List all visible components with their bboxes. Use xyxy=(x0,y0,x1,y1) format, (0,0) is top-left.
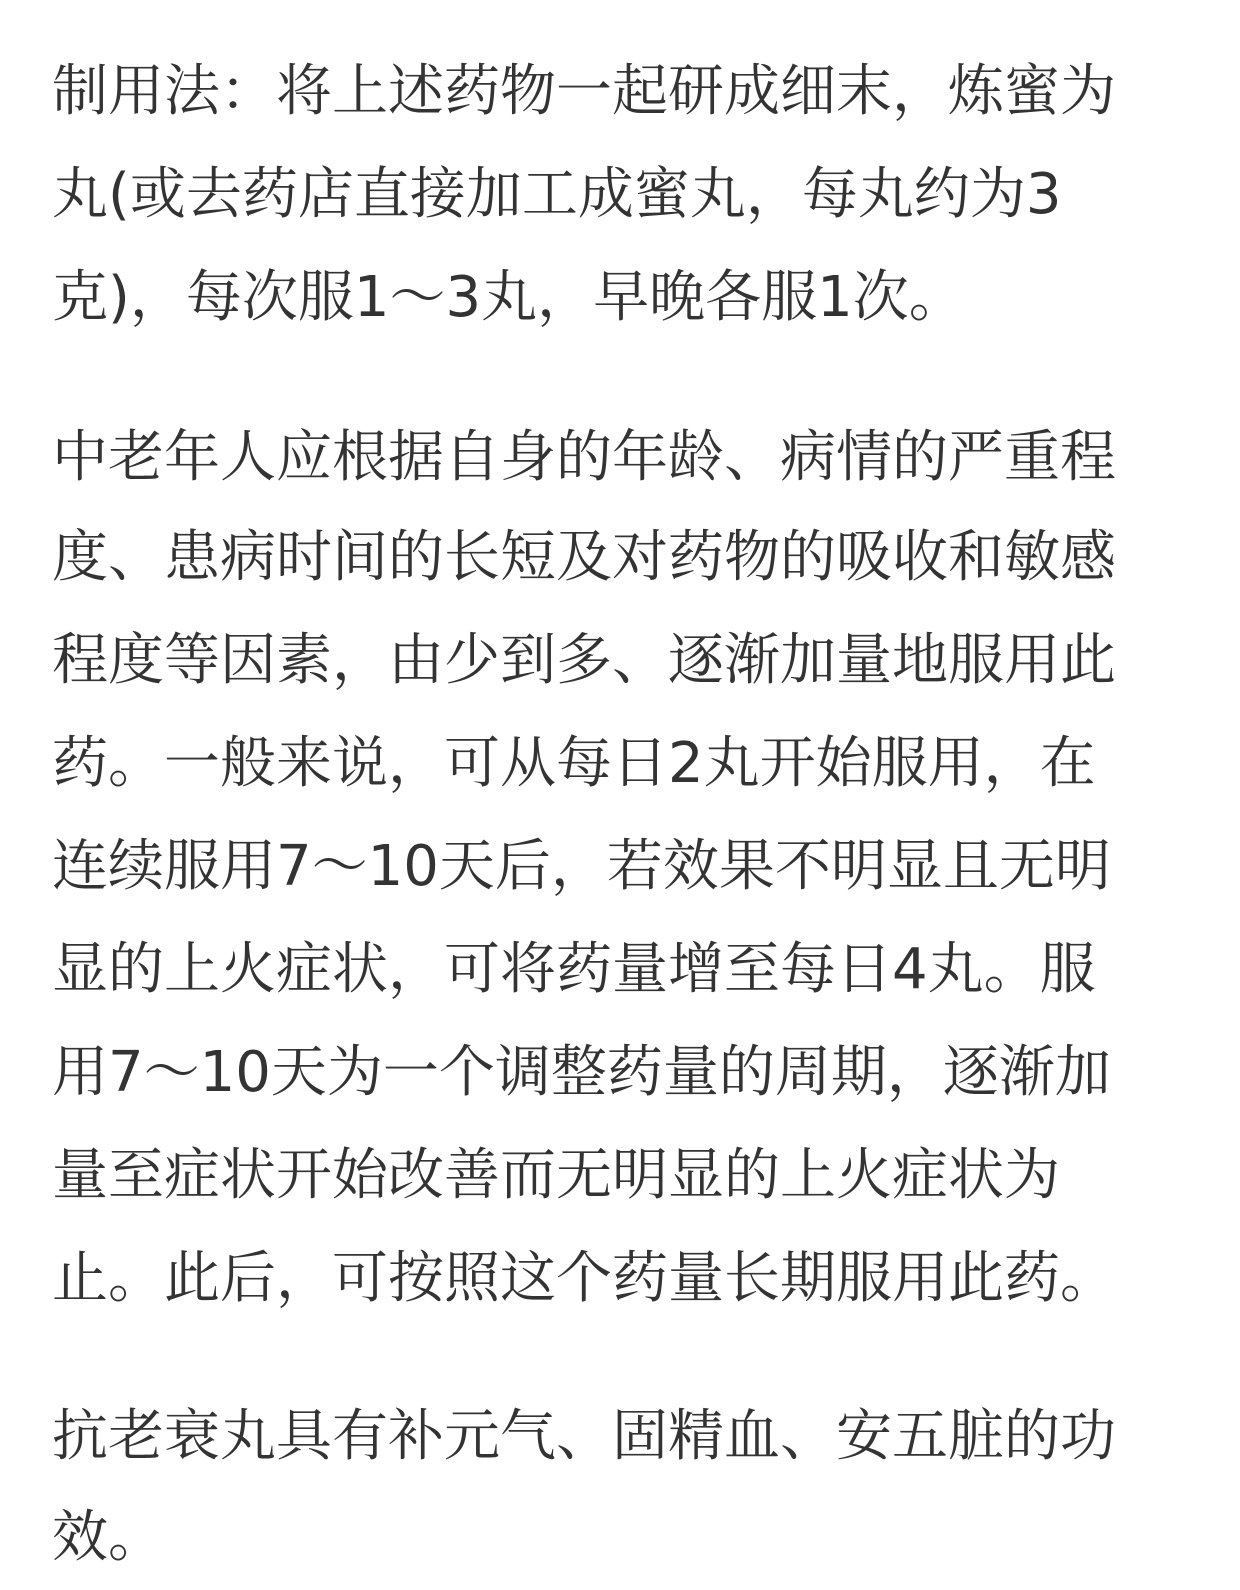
text-line: 量至症状开始改善而无明显的上火症状为 xyxy=(52,1143,1060,1208)
text-line: 连续服用7～10天后，若效果不明显且无明 xyxy=(52,834,1111,899)
text-line: 丸(或去药店直接加工成蜜丸，每丸约为3 xyxy=(52,162,1062,227)
text-line: 止。此后，可按照这个药量长期服用此药。 xyxy=(52,1246,1116,1311)
text-line: 克)，每次服1～3丸，早晚各服1次。 xyxy=(52,265,965,330)
text-line: 程度等因素，由少到多、逐渐加量地服用此 xyxy=(52,628,1116,693)
text-line: 度、患病时间的长短及对药物的吸收和敏感 xyxy=(52,525,1116,590)
text-line: 用7～10天为一个调整药量的周期，逐渐加 xyxy=(52,1040,1111,1105)
text-line: 制用法：将上述药物一起研成细末，炼蜜为 xyxy=(52,59,1116,124)
text-line: 抗老衰丸具有补元气、固精血、安五脏的功 xyxy=(52,1404,1116,1469)
text-line: 药。一般来说，可从每日2丸开始服用，在 xyxy=(52,731,1096,796)
text-line: 效。 xyxy=(52,1505,164,1570)
text-line: 显的上火症状，可将药量增至每日4丸。服 xyxy=(52,937,1096,1002)
text-line: 中老年人应根据自身的年龄、病情的严重程 xyxy=(52,425,1116,490)
